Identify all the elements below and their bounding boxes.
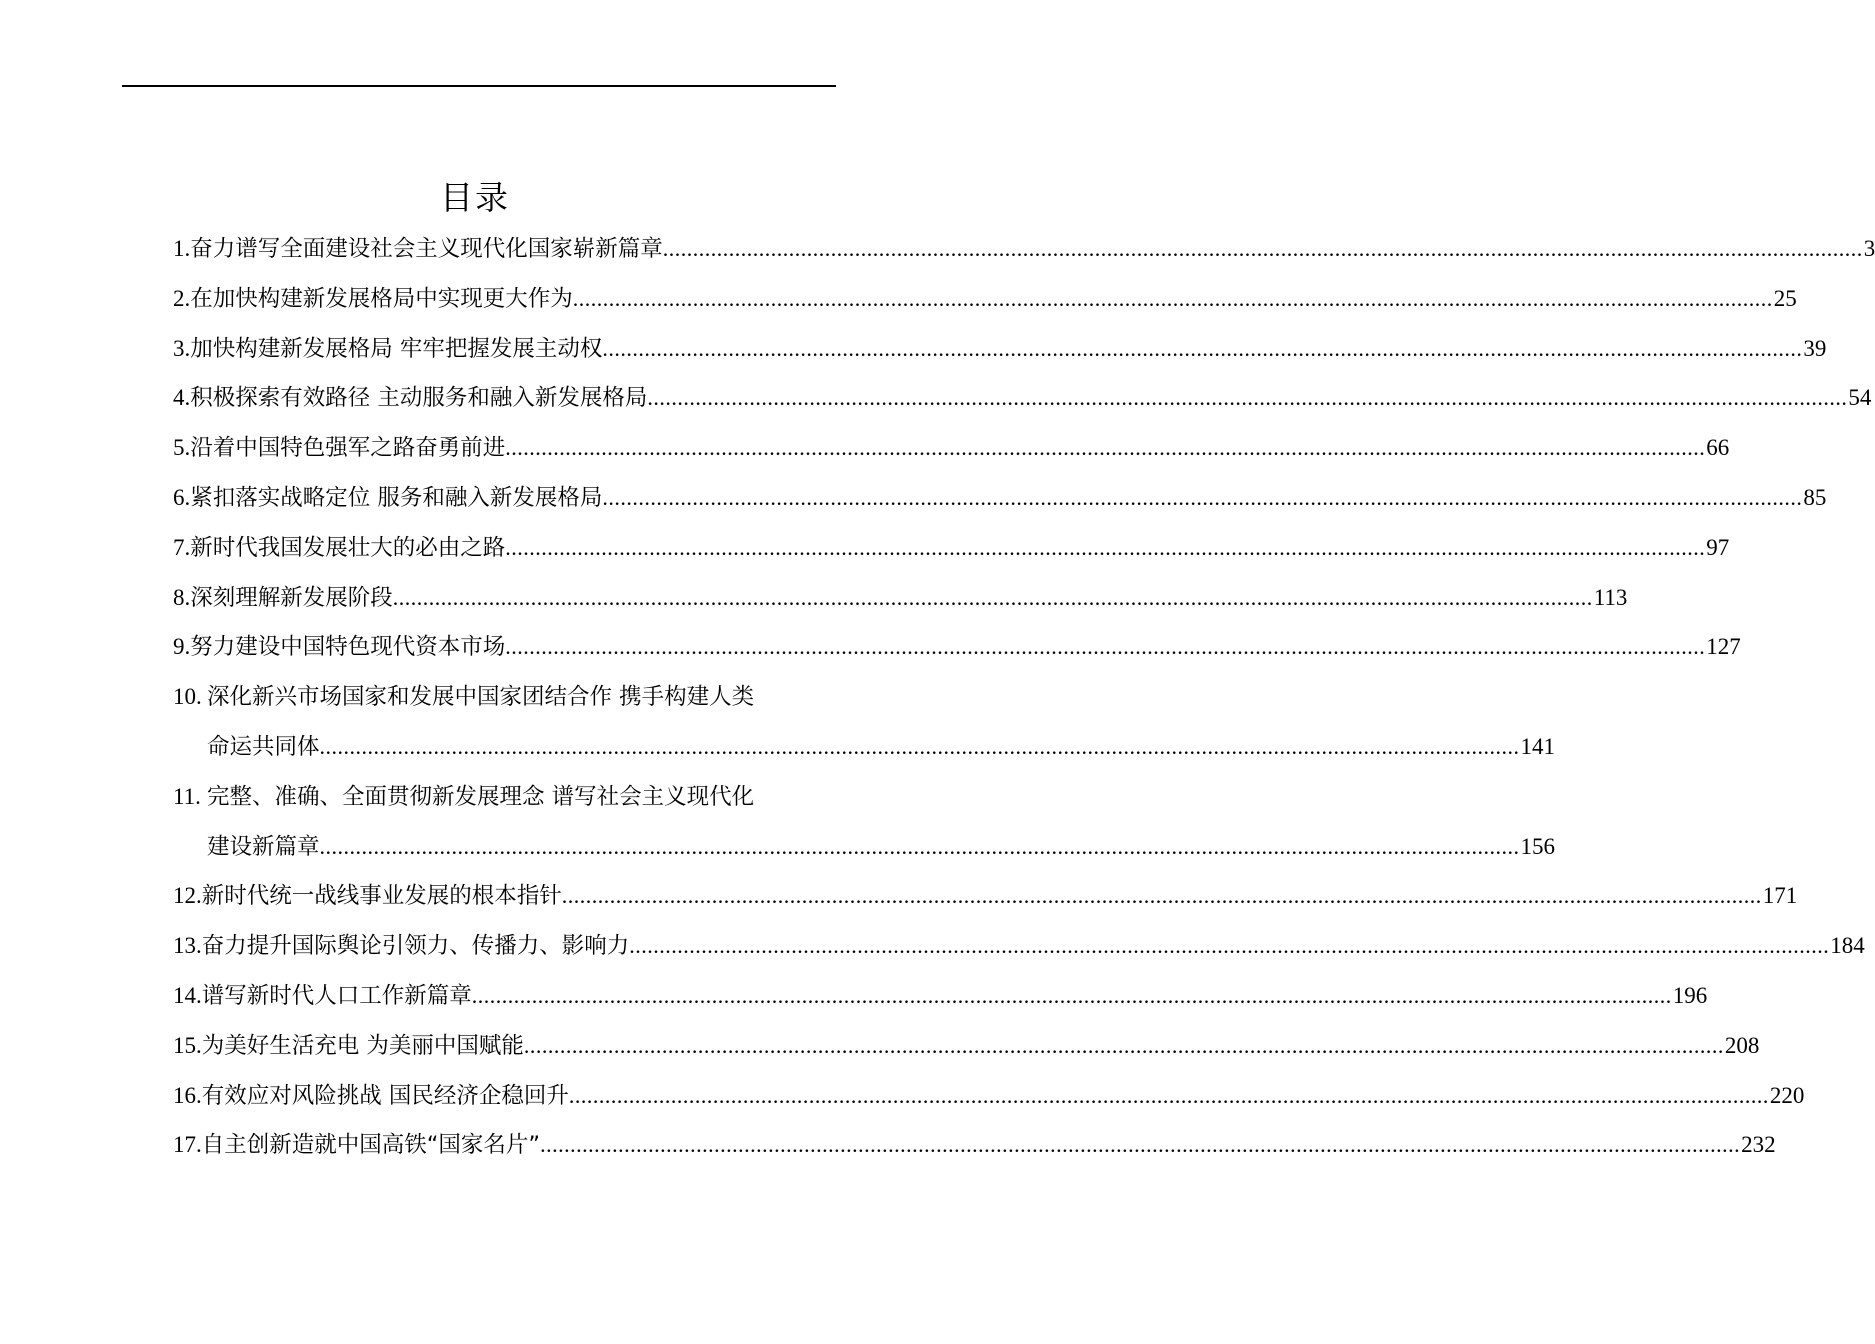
toc-entry-title: 紧扣落实战略定位 服务和融入新发展格局 [190,484,603,511]
toc-entry-number: 2. [173,285,191,311]
toc-entry-page-number: 184 [1830,933,1865,959]
toc-entry-line [173,772,829,822]
toc-entry-title: 奋力提升国际舆论引领力、传播力、影响力 [201,933,630,960]
toc-entry-line [173,1071,1805,1121]
dot-leader: ........................................................................................................................................................................................................ [505,634,1706,660]
toc-entry-line [173,1120,1776,1170]
toc-entry-title: 沿着中国特色强军之路奋勇前进 [190,435,506,462]
toc-entry-title: 积极探索有效路径 主动服务和融入新发展格局 [190,385,648,412]
toc-entry-title: 自主创新造就中国高铁“国家名片” [201,1132,541,1159]
toc-entry-number: 5. [173,435,191,461]
toc-entry[interactable] [173,971,1708,1021]
dot-leader: ........................................................................................................................................................................................................ [572,285,1773,311]
dot-leader: ........................................................................................................................................................................................................ [629,933,1830,959]
toc-entry-page-number: 25 [1773,285,1797,311]
toc-entry-page-number: 171 [1762,883,1798,909]
toc-entry-number: 14. [173,982,202,1008]
toc-entry-number: 1. [173,236,191,261]
toc-entry-page-number: 54 [1848,385,1872,411]
toc-entry-title: 为美好生活充电 为美丽中国赋能 [201,1032,524,1059]
toc-entry[interactable] [173,423,1730,473]
toc-entry-line [173,423,1730,473]
toc-entry-line [173,473,1827,523]
toc-entry-title: 新时代我国发展壮大的必由之路 [190,534,506,561]
dot-leader: ........................................................................................................................................................................................................ [523,1032,1724,1058]
dot-leader: ........................................................................................................................................................................................................ [392,584,1593,610]
toc-entry-line [173,822,1556,872]
toc-entry-number: 12. [173,883,202,909]
toc-entry-page-number: 196 [1672,982,1708,1008]
toc-entry-page-number: 85 [1803,484,1827,510]
toc-entry-line [173,672,829,722]
toc-entry-title: 谱写新时代人口工作新篇章 [201,982,472,1009]
toc-title: 目录 [440,178,510,217]
toc-entry-page-number: 97 [1706,534,1730,560]
toc-entry-number: 17. [173,1132,202,1158]
toc-entry-line [173,324,1827,374]
toc-entry[interactable] [173,373,1872,423]
dot-leader: ........................................................................................................................................................................................................ [319,733,1520,759]
toc-entry-title: 努力建设中国特色现代资本市场 [190,634,506,661]
toc-entry[interactable] [173,473,1827,523]
toc-entry-title: 在加快构建新发展格局中实现更大作为 [190,285,573,312]
toc-entry-title: 深刻理解新发展阶段 [190,584,393,611]
toc-entry-line [173,1021,1760,1071]
toc-entry[interactable] [173,224,1875,274]
dot-leader: ........................................................................................................................................................................................................ [471,982,1672,1008]
toc-entry-page-number: 156 [1520,833,1556,859]
toc-entry[interactable] [173,622,1741,672]
toc-entry-page-number: 39 [1803,335,1827,361]
dot-leader: ........................................................................................................................................................................................................ [602,335,1803,361]
toc-entry-page-number: 66 [1706,435,1730,461]
toc-entry-title: 命运共同体 [207,733,320,760]
toc-entry-number: 6. [173,484,191,510]
toc-entry-title: 新时代统一战线事业发展的根本指针 [201,883,562,910]
toc-entry-number: 16. [173,1082,202,1108]
toc-entry[interactable] [173,573,1628,623]
toc-entry-number: 4. [173,385,191,411]
toc-entry-line [173,871,1798,921]
toc-entry-title: 深化新兴市场国家和发展中国家团结合作 携手构建人类 [207,684,755,711]
toc-entry-title: 奋力谱写全面建设社会主义现代化国家崭新篇章 [190,236,663,262]
toc-entry-number: 10. [173,684,202,710]
toc-entry-page-number: 3 [1863,236,1875,261]
toc-entry[interactable] [173,672,1556,772]
dot-leader: ........................................................................................................................................................................................................ [662,236,1863,261]
dot-leader: ........................................................................................................................................................................................................ [561,883,1762,909]
dot-leader: ........................................................................................................................................................................................................ [319,833,1520,859]
dot-leader: ........................................................................................................................................................................................................ [540,1132,1741,1158]
toc-entry-line [173,722,1556,772]
dot-leader: ........................................................................................................................................................................................................ [505,534,1706,560]
toc-entry-line [173,274,1797,324]
toc-entry[interactable] [173,1021,1760,1071]
dot-leader: ........................................................................................................................................................................................................ [568,1082,1769,1108]
toc-entry-line [173,523,1730,573]
toc-entry-line [173,573,1628,623]
dot-leader: ........................................................................................................................................................................................................ [647,385,1848,411]
dot-leader: ........................................................................................................................................................................................................ [505,435,1706,461]
toc-entry-page-number: 208 [1724,1032,1760,1058]
toc-entry-number: 11. [173,783,201,809]
toc-entry-page-number: 141 [1520,733,1556,759]
toc-entry[interactable] [173,772,1556,872]
toc-entry-number: 15. [173,1032,202,1058]
table-of-contents [173,224,1875,1170]
toc-entry-number: 9. [173,634,191,660]
toc-entry-line [173,224,1875,274]
toc-entry[interactable] [173,324,1827,374]
toc-entry-number: 13. [173,933,202,959]
toc-entry[interactable] [173,274,1797,324]
toc-entry-page-number: 220 [1769,1082,1805,1108]
toc-entry[interactable] [173,871,1798,921]
toc-entry-title: 加快构建新发展格局 牢牢把握发展主动权 [190,335,603,362]
dot-leader: ........................................................................................................................................................................................................ [602,484,1803,510]
toc-entry-number: 3. [173,335,191,361]
toc-entry[interactable] [173,1120,1776,1170]
toc-entry-line [173,921,1865,971]
toc-entry-number: 7. [173,534,191,560]
header-rule [122,85,836,87]
toc-entry-number: 8. [173,584,191,610]
toc-entry-title: 完整、准确、全面贯彻新发展理念 谱写社会主义现代化 [207,783,755,810]
toc-entry[interactable] [173,1071,1805,1121]
toc-entry-title: 建设新篇章 [207,833,320,860]
toc-entry-page-number: 127 [1706,634,1741,660]
toc-entry[interactable] [173,523,1730,573]
toc-entry-line [173,373,1872,423]
toc-entry-title: 有效应对风险挑战 国民经济企稳回升 [201,1082,569,1109]
toc-entry-line [173,622,1741,672]
toc-entry-line [173,971,1708,1021]
toc-entry-page-number: 113 [1593,584,1628,610]
toc-entry[interactable] [173,921,1865,971]
toc-entry-page-number: 232 [1741,1132,1776,1158]
